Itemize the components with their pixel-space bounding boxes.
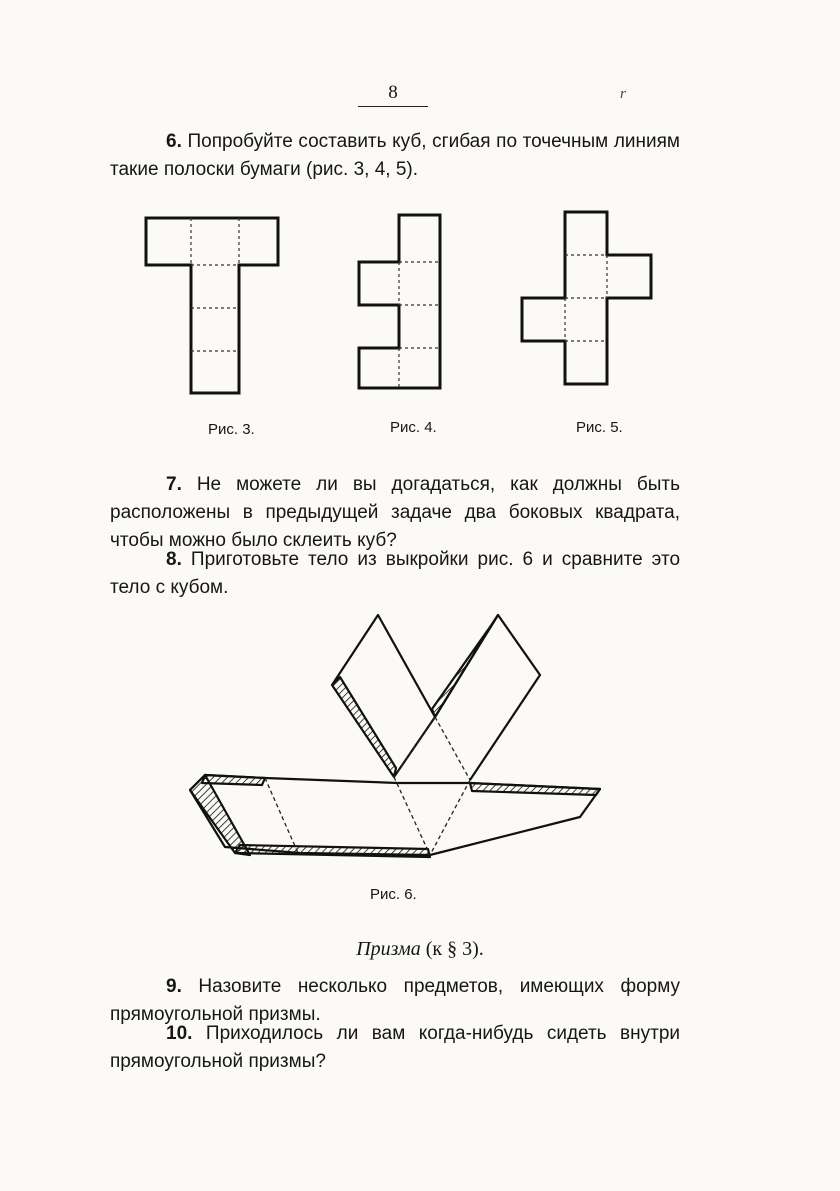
fig6-fold <box>435 717 470 780</box>
fig6-fold <box>265 778 298 853</box>
problem-7 <box>110 471 680 555</box>
problem-6-text: Попробуйте составить куб, сгибая по точечным линиям такие полоски бумаги (рис. 3, 4, 5). <box>110 131 680 180</box>
figure-3-caption: Рис. 3. <box>208 421 255 438</box>
fig6-strip-left-hatched-edge <box>190 775 250 855</box>
fig6-strip-bottom-hatched-edge <box>235 845 430 857</box>
fig6-fold <box>394 777 430 855</box>
problem-8 <box>110 546 680 602</box>
fig6-right-arm <box>435 615 540 780</box>
problem-8-text: Приготовьте тело из выкройки рис. 6 и сравните это тело с кубом. <box>110 549 681 598</box>
fig5-outline <box>522 212 651 384</box>
figure-6-prism-net <box>180 605 610 875</box>
section-heading <box>0 938 840 961</box>
figure-5-net <box>518 208 658 388</box>
problem-10-number: 10. <box>166 1023 193 1044</box>
problem-6 <box>110 128 680 184</box>
figure-4-caption: Рис. 4. <box>390 419 437 436</box>
fig6-right-arm-hatched-edge <box>432 615 498 717</box>
problem-6-number: 6. <box>166 131 182 152</box>
problem-10 <box>110 1020 680 1076</box>
problem-7-number: 7. <box>166 474 182 495</box>
fig6-left-arm-hatched-edge <box>332 677 396 777</box>
scan-mark: r <box>620 86 626 102</box>
figure-3-t-net <box>140 210 285 395</box>
section-title: Призма <box>356 938 421 960</box>
problem-9-number: 9. <box>166 976 182 997</box>
problem-8-number: 8. <box>166 549 182 570</box>
figure-6-caption: Рис. 6. <box>370 886 417 903</box>
fig6-fold <box>430 780 470 855</box>
page-number-rule <box>358 106 428 107</box>
page-number: 8 <box>388 82 398 103</box>
figure-4-net <box>355 210 445 390</box>
fig3-outline <box>146 218 278 393</box>
problem-7-text: Не можете ли вы догадаться, как должны быть расположены в предыдущей задаче два боковых квадрата, чтобы можно было склеить куб? <box>110 474 681 551</box>
problem-9-text: Назовите несколько предметов, имеющих форму прямоугольной призмы. <box>110 976 680 1025</box>
figure-5-caption: Рис. 5. <box>576 419 623 436</box>
fig6-strip-right-hatched-edge <box>470 783 600 795</box>
problem-10-text: Приходилось ли вам когда-нибудь сидеть внутри прямоугольной призмы? <box>110 1023 681 1072</box>
section-reference: (к § 3). <box>425 938 484 960</box>
fig6-strip-top-hatched-edge <box>202 775 265 785</box>
